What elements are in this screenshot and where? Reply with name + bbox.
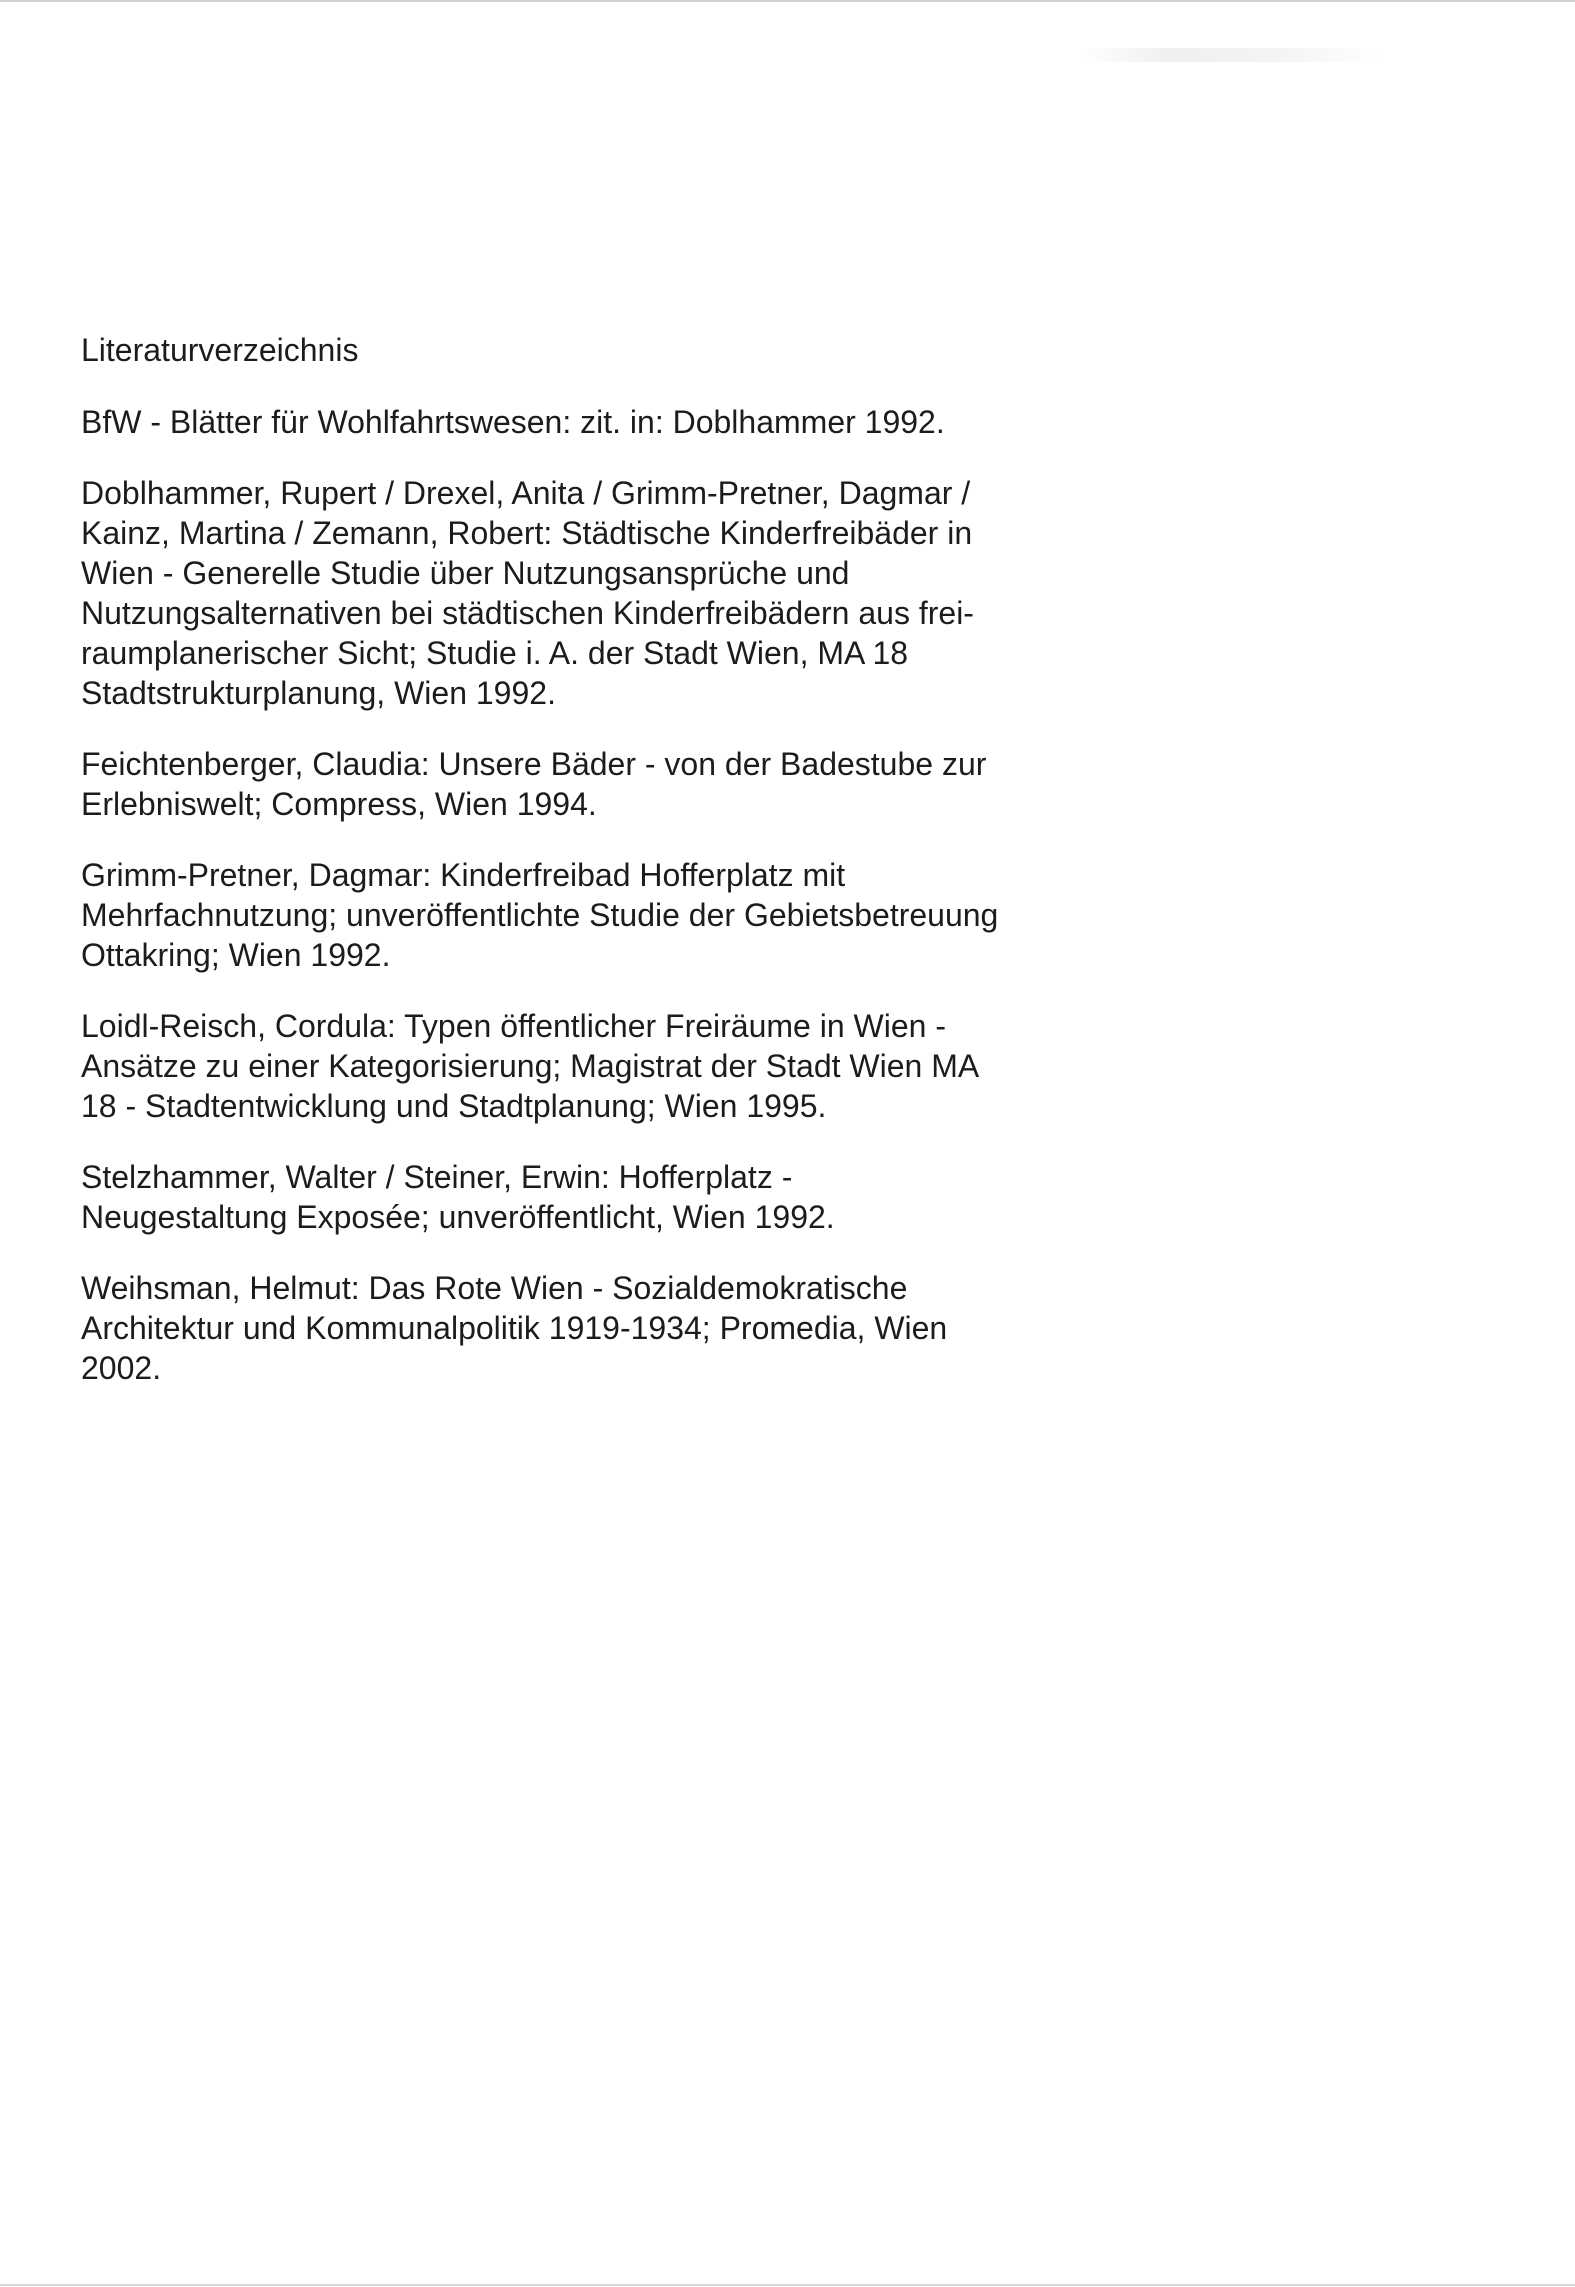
bibliography-entry — [81, 1006, 1081, 1126]
entry-line: Erlebniswelt; Compress, Wien 1994. — [81, 786, 597, 822]
entry-line: Wien - Generelle Studie über Nutzungsansprüche und — [81, 555, 850, 591]
entry-line: Weihsman, Helmut: Das Rote Wien - Sozialdemokratische — [81, 1270, 908, 1306]
bibliography-heading: Literaturverzeichnis — [81, 332, 359, 368]
entry-line: Architektur und Kommunalpolitik 1919-1934; Promedia, Wien — [81, 1310, 948, 1346]
bibliography-entry — [81, 744, 1081, 824]
entry-line: Ansätze zu einer Kategorisierung; Magistrat der Stadt Wien MA — [81, 1048, 980, 1084]
entry-line: Ottakring; Wien 1992. — [81, 937, 391, 973]
bibliography-entry — [81, 1157, 1081, 1237]
entry-line: Grimm-Pretner, Dagmar: Kinderfreibad Hofferplatz mit — [81, 857, 846, 893]
bibliography-entry — [81, 1268, 1081, 1388]
entry-line: BfW - Blätter für Wohlfahrtswesen: zit. in: Doblhammer 1992. — [81, 404, 945, 440]
entry-line: Stadtstrukturplanung, Wien 1992. — [81, 675, 556, 711]
bibliography — [81, 330, 1081, 1419]
scan-edge-top — [0, 0, 1575, 2]
entry-line: Mehrfachnutzung; unveröffentlichte Studie der Gebietsbetreuung — [81, 897, 999, 933]
bibliography-entry — [81, 855, 1081, 975]
entry-line: raumplanerischer Sicht; Studie i. A. der Stadt Wien, MA 18 — [81, 635, 909, 671]
bibliography-entry — [81, 402, 1081, 442]
bibliography-entry — [81, 473, 1081, 713]
entry-line: Kainz, Martina / Zemann, Robert: Städtische Kinderfreibäder in — [81, 515, 973, 551]
scan-edge-bottom — [0, 2284, 1575, 2286]
entry-line: Feichtenberger, Claudia: Unsere Bäder - von der Badestube zur — [81, 746, 987, 782]
scan-artifact — [1080, 48, 1380, 62]
entry-line: Stelzhammer, Walter / Steiner, Erwin: Hofferplatz - — [81, 1159, 793, 1195]
entry-line: 2002. — [81, 1350, 162, 1386]
entry-line: Loidl-Reisch, Cordula: Typen öffentlicher Freiräume in Wien - — [81, 1008, 946, 1044]
entry-line: Neugestaltung Exposée; unveröffentlicht, Wien 1992. — [81, 1199, 835, 1235]
entry-line: 18 - Stadtentwicklung und Stadtplanung; Wien 1995. — [81, 1088, 827, 1124]
entry-line: Doblhammer, Rupert / Drexel, Anita / Grimm-Pretner, Dagmar / — [81, 475, 971, 511]
entry-line: Nutzungsalternativen bei städtischen Kinderfreibädern aus frei- — [81, 595, 974, 631]
